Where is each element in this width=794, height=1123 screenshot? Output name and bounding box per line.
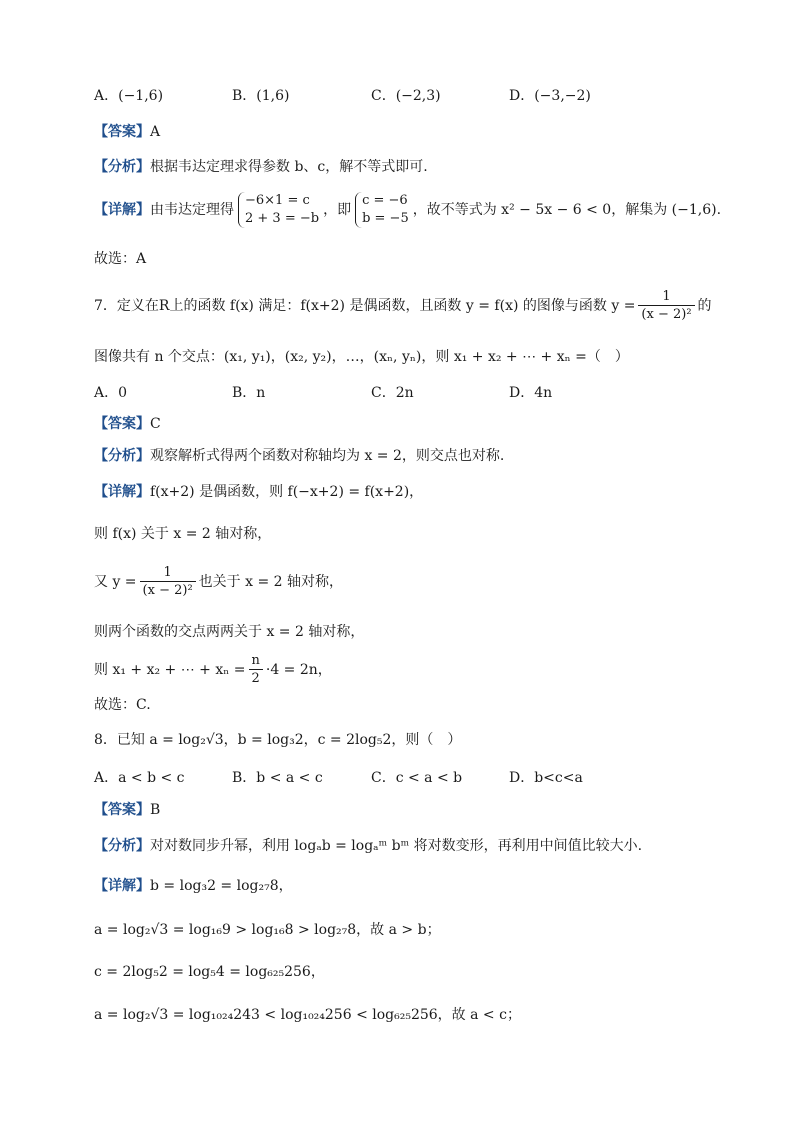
q7-detail5-post: ·4 = 2n， [265,662,332,678]
q7-detail5-pre: 则 x₁ + x₂ + ⋯ + xₙ = [94,662,246,678]
q7-detail1: f(x+2) 是偶函数，则 f(−x+2) = f(x+2)， [150,484,424,500]
q8-option-b: B．b < a < c [232,770,323,786]
q7-detail5-num: n [249,653,263,670]
q6-detail-post: ，故不等式为 x² − 5x − 6 < 0，解集为 (−1,6). [412,202,722,218]
q6-option-b: B．(1,6) [232,88,290,104]
detail-tag: 【详解】 [94,484,150,500]
q6-system-1 [238,192,319,228]
q7-detail3-post: 也关于 x = 2 轴对称， [198,574,344,590]
q8-stem: 8．已知 a = log₂√3，b = log₃2，c = 2log₅2，则（ ） [94,732,462,748]
q7-analysis: 观察解析式得两个函数对称轴均为 x = 2，则交点也对称. [150,448,505,464]
q7-option-b: B．n [232,385,266,401]
q6-detail-mid: ，即 [323,202,352,218]
q8-detail-line1 [94,876,293,896]
q7-option-c: C．2n [371,385,414,401]
q6-answer-line [94,122,160,142]
answer-tag: 【答案】 [94,416,150,432]
q7-detail-line4: 则两个函数的交点两两关于 x = 2 轴对称， [94,624,365,640]
q7-detail5-fraction [249,653,263,687]
q6-detail-line [94,190,721,230]
q7-detail5-den: 2 [251,671,260,686]
q8-answer: B [150,802,161,818]
q7-answer-line [94,414,161,434]
q8-detail1: b = log₃2 = log₂₇8， [150,878,293,894]
q7-detail-line3 [94,562,343,602]
q6-analysis-line [94,157,428,177]
q8-analysis: 对对数同步升幂，利用 logₐb = logₐᵐ bᵐ 将对数变形，再利用中间值比较大小. [150,838,643,854]
q6-sys2-eq2: b = −5 [362,211,409,226]
q7-detail-line1 [94,482,423,502]
q8-option-d: D．b<c<a [509,770,583,786]
analysis-tag: 【分析】 [94,838,150,854]
q7-option-d: D．4n [509,385,553,401]
detail-tag: 【详解】 [94,202,150,218]
q6-system-2 [355,192,409,228]
q8-analysis-line [94,836,642,856]
q7-frac-num: 1 [638,289,694,306]
answer-tag: 【答案】 [94,802,150,818]
q7-detail3-den: (x − 2)² [142,583,193,598]
q7-stem-fraction [638,289,694,323]
q7-stem-pre: 7．定义在R上的函数 f(x) 满足：f(x+2) 是偶函数，且函数 y = f(x) 的图像与函数 y = [94,298,636,314]
q7-detail3-pre: 又 y = [94,574,137,590]
q6-sys1-eq2: 2 + 3 = −b [245,211,320,226]
q7-choice: 故选：C. [94,697,151,713]
q7-frac-den: (x − 2)² [641,307,692,322]
q6-choice: 故选：A [94,251,147,267]
q7-detail-line5 [94,652,332,688]
analysis-tag: 【分析】 [94,159,150,175]
q8-option-a: A．a < b < c [94,770,185,786]
analysis-tag: 【分析】 [94,448,150,464]
q6-answer: A [150,124,161,140]
q7-answer: C [150,416,161,432]
q7-stem-post: 的 [697,298,712,314]
answer-tag: 【答案】 [94,124,150,140]
q7-stem-line1 [94,286,712,326]
q6-sys2-eq1: c = −6 [362,193,408,208]
detail-tag: 【详解】 [94,878,150,894]
q7-stem-line2: 图像共有 n 个交点：(x₁, y₁)，(x₂, y₂)，…，(xₙ, yₙ)，则 x₁ + x₂ + ⋯ + xₙ =（ ） [94,349,629,365]
q8-detail-line2: a = log₂√3 = log₁₆9 > log₁₆8 > log₂₇8，故 a > b； [94,922,441,938]
q7-detail3-num: 1 [140,565,196,582]
q6-option-d: D．(−3,−2) [509,88,591,104]
q8-detail-line4: a = log₂√3 = log₁₀₂₄243 < log₁₀₂₄256 < log₆₂₅256，故 a < c； [94,1007,521,1023]
q6-detail-pre: 由韦达定理得 [150,202,234,218]
q6-option-c: C．(−2,3) [371,88,441,104]
q7-analysis-line [94,446,504,466]
q6-analysis: 根据韦达定理求得参数 b、c，解不等式即可. [150,159,428,175]
q7-detail3-fraction [140,565,196,599]
q6-option-a: A．(−1,6) [94,88,164,104]
q8-detail-line3: c = 2log₅2 = log₅4 = log₆₂₅256， [94,964,325,980]
q8-option-c: C．c < a < b [371,770,463,786]
q8-answer-line [94,800,160,820]
q7-detail-line2: 则 f(x) 关于 x = 2 轴对称， [94,526,272,542]
q6-sys1-eq1: −6×1 = c [245,193,310,208]
q7-option-a: A．0 [94,385,128,401]
